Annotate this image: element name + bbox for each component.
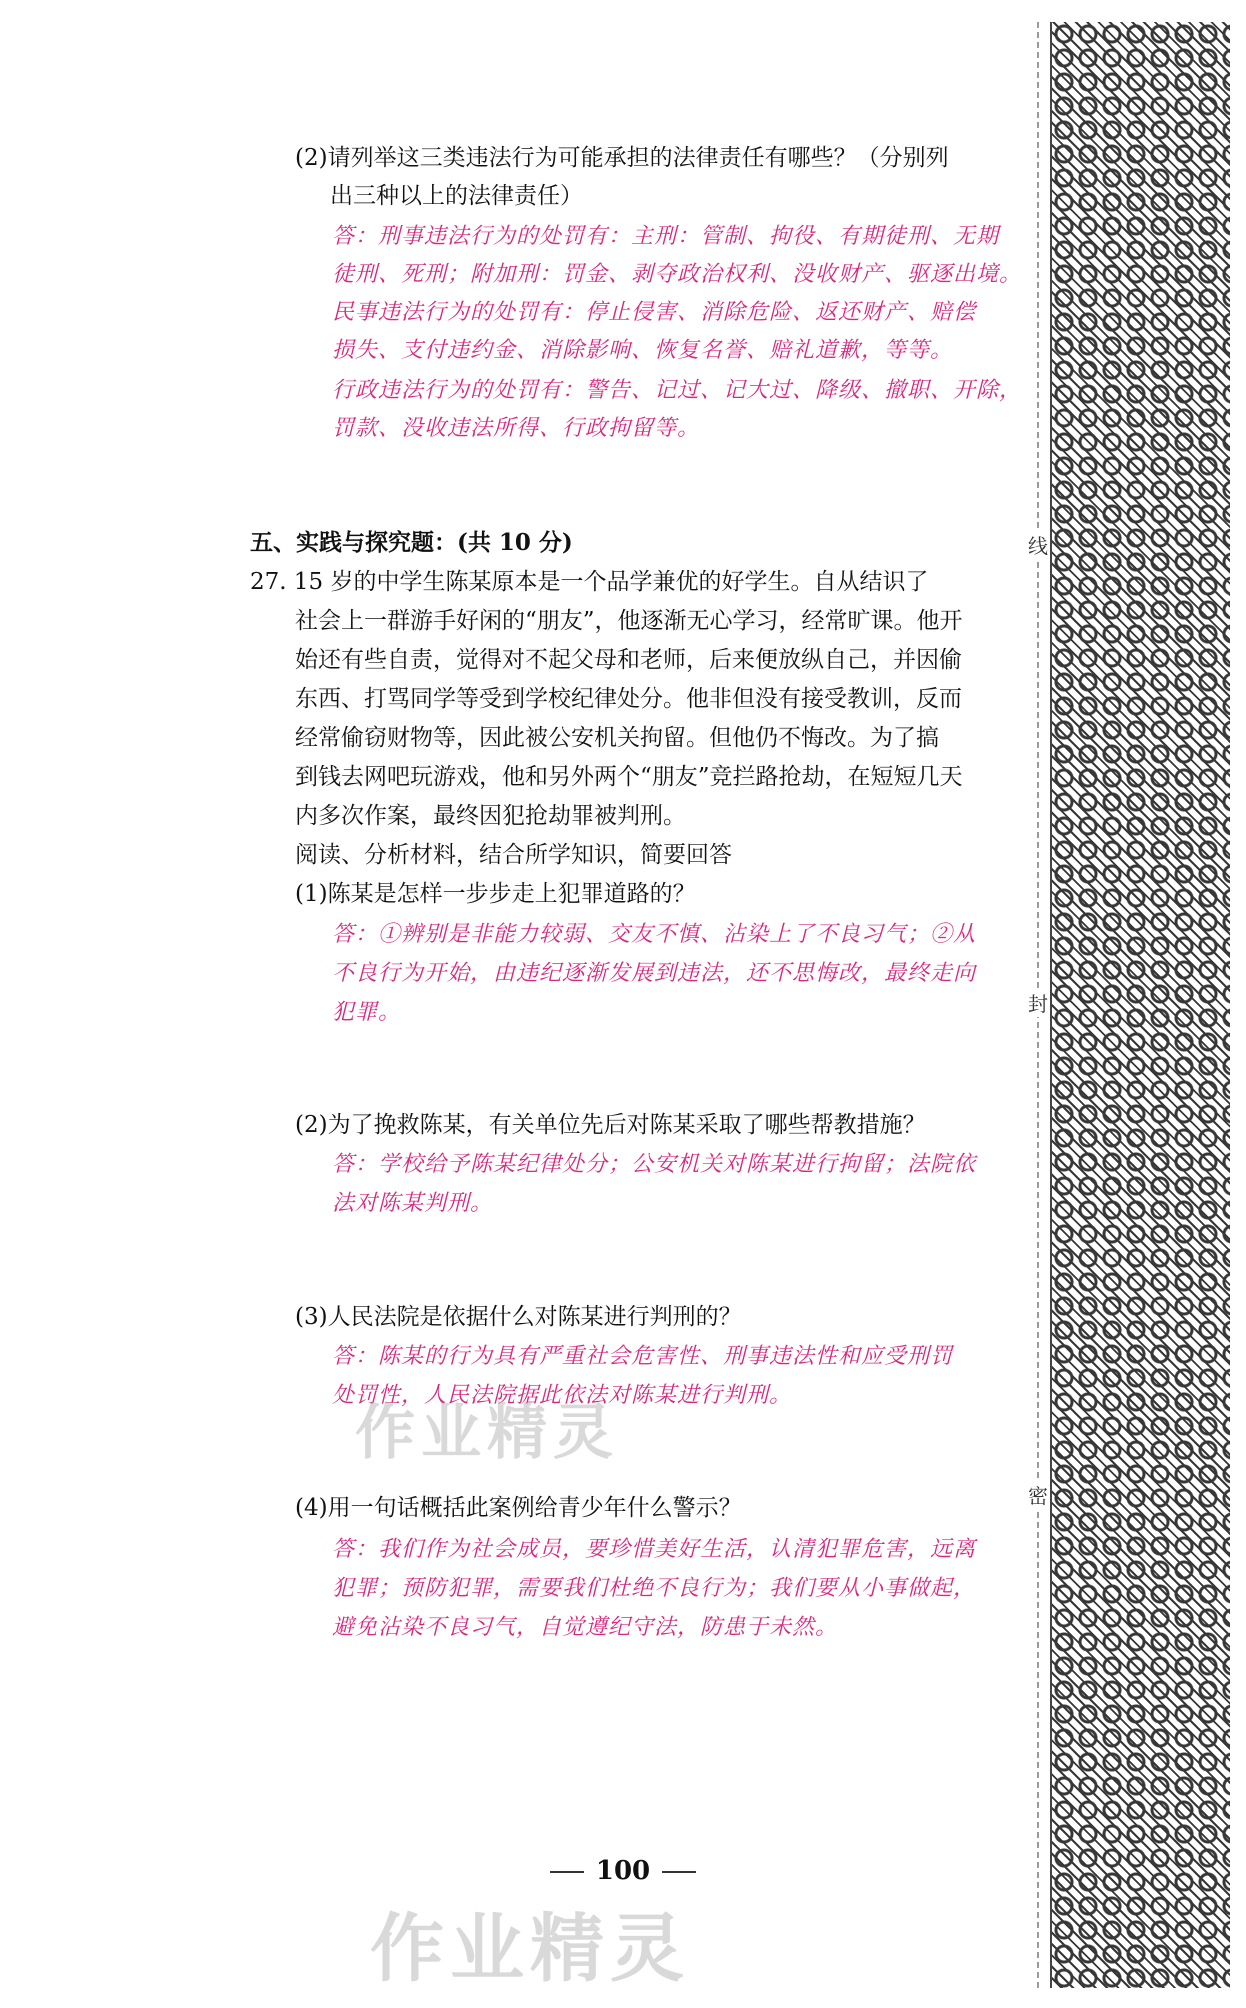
q26-2-question-line1: (2)请列举这三类违法行为可能承担的法律责任有哪些？（分别列 xyxy=(295,145,949,171)
binding-char-xian: 线 xyxy=(1024,530,1052,559)
q27-3-answer-line1: 答：陈某的行为具有严重社会危害性、刑事违法性和应受刑罚 xyxy=(332,1344,954,1369)
watermark-mid: 作业精灵 xyxy=(355,1398,619,1468)
section-title: 五、实践与探究题：(共 10 分) xyxy=(250,529,573,556)
q27-stem-line4: 东西、打骂同学等受到学校纪律处分。他非但没有接受教训，反而 xyxy=(295,686,962,712)
q27-1-answer-line1: 答：①辨别是非能力较弱、交友不慎、沾染上了不良习气；②从 xyxy=(332,922,977,947)
q27-1-answer-line2: 不良行为开始，由违纪逐渐发展到违法，还不思悔改，最终走向 xyxy=(332,961,977,986)
q27-1-answer-line3: 犯罪。 xyxy=(332,1000,402,1025)
q27-stem-line2: 社会上一群游手好闲的“朋友”，他逐渐无心学习，经常旷课。他开 xyxy=(295,608,963,634)
q27-4-answer-line2: 犯罪；预防犯罪，需要我们杜绝不良行为；我们要从小事做起， xyxy=(332,1576,977,1601)
q27-stem-line8: 阅读、分析材料，结合所学知识，简要回答 xyxy=(295,842,732,868)
page-number-dash-left xyxy=(550,1871,584,1873)
q27-2-question: (2)为了挽救陈某，有关单位先后对陈某采取了哪些帮教措施？ xyxy=(295,1112,926,1138)
binding-pattern-strip xyxy=(1052,22,1230,1988)
q27-stem-line7: 内多次作案，最终因犯抢劫罪被判刑。 xyxy=(295,803,686,829)
q27-2-answer-line1: 答：学校给予陈某纪律处分；公安机关对陈某进行拘留；法院依 xyxy=(332,1152,977,1177)
q27-stem-line6: 到钱去网吧玩游戏，他和另外两个“朋友”竞拦路抢劫，在短短几天 xyxy=(295,764,963,790)
binding-char-mi: 密 xyxy=(1024,1480,1052,1509)
q26-2-answer-line2: 徒刑、死刑；附加刑：罚金、剥夺政治权利、没收财产、驱逐出境。 xyxy=(332,262,1023,287)
q26-2-question-line2: 出三种以上的法律责任） xyxy=(330,183,583,209)
page-number-value: 100 xyxy=(595,1856,651,1886)
q27-4-answer-line3: 避免沾染不良习气，自觉遵纪守法，防患于未然。 xyxy=(332,1615,839,1640)
q26-2-answer-line3: 民事违法行为的处罚有：停止侵害、消除危险、返还财产、赔偿 xyxy=(332,300,977,325)
q26-2-answer-line4: 损失、支付违约金、消除影响、恢复名誉、赔礼道歉，等等。 xyxy=(332,338,954,363)
watermark-bottom: 作业精灵 xyxy=(370,1906,690,1992)
q27-stem-line1: 27. 15 岁的中学生陈某原本是一个品学兼优的好学生。自从结识了 xyxy=(250,569,929,595)
q27-4-question: (4)用一句话概括此案例给青少年什么警示？ xyxy=(295,1495,742,1521)
q27-2-answer-line2: 法对陈某判刑。 xyxy=(332,1191,494,1216)
q26-2-answer-line1: 答：刑事违法行为的处罚有：主刑：管制、拘役、有期徒刑、无期 xyxy=(332,224,1000,249)
q27-3-answer-line2: 处罚性，人民法院据此依法对陈某进行判刑。 xyxy=(332,1383,793,1408)
q27-3-question: (3)人民法院是依据什么对陈某进行判刑的？ xyxy=(295,1304,742,1330)
q26-2-answer-line5: 行政违法行为的处罚有：警告、记过、记大过、降级、撤职、开除， xyxy=(332,378,1023,403)
q27-4-answer-line1: 答：我们作为社会成员，要珍惜美好生活，认清犯罪危害，远离 xyxy=(332,1537,977,1562)
q27-stem-line5: 经常偷窃财物等，因此被公安机关拘留。但他仍不悔改。为了搞 xyxy=(295,725,939,751)
binding-char-feng: 封 xyxy=(1024,988,1052,1017)
page-number-dash-right xyxy=(662,1871,696,1873)
q27-stem-line3: 始还有些自责，觉得对不起父母和老师，后来便放纵自己，并因偷 xyxy=(295,647,962,673)
q26-2-answer-line6: 罚款、没收违法所得、行政拘留等。 xyxy=(332,416,701,441)
q27-1-question: (1)陈某是怎样一步步走上犯罪道路的？ xyxy=(295,881,696,907)
